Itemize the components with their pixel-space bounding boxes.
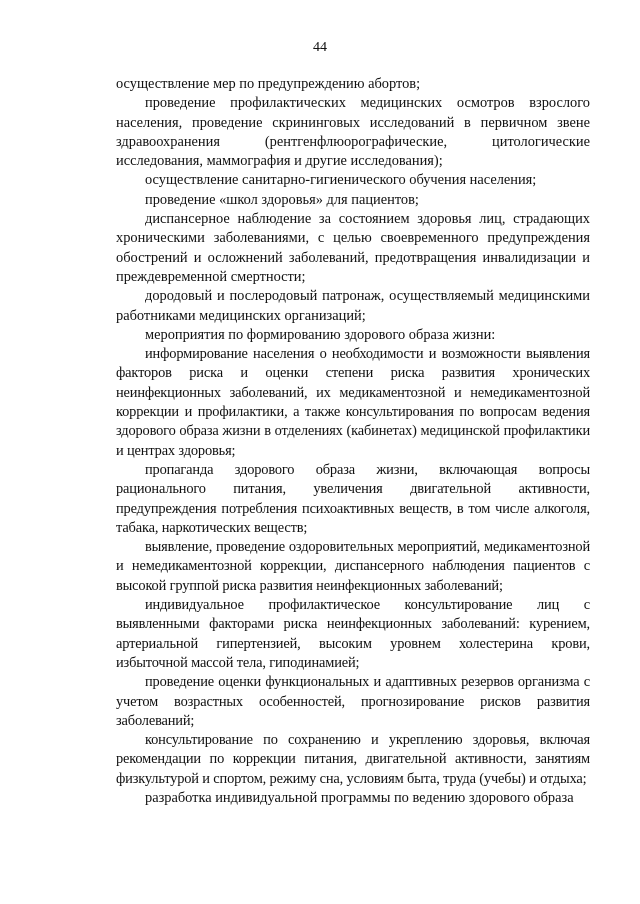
paragraph-individual-program: разработка индивидуальной программы по ведению здорового образа bbox=[145, 789, 574, 806]
paragraph-preventive-exams: проведение профилактических медицинских осмотров взрослого населения, проведение скрининговых исследований в первичном звене здравоохранения (рентгенфлюорографические, цитологические исследования, маммография и другие исследования); bbox=[116, 95, 590, 170]
paragraph-patronage: дородовый и послеродовый патронаж, осуществляемый медицинскими работниками медицинских организаций; bbox=[116, 288, 590, 324]
paragraph-dispensary-observation: диспансерное наблюдение за состоянием здоровья лиц, страдающих хроническими заболеваниями, с целью своевременного предупреждения обострений и осложнений заболеваний, предотвращения инвалидизации и преждевременной смертности; bbox=[116, 211, 590, 285]
paragraph-abortion-prevention: осуществление мер по предупреждению абортов; bbox=[116, 76, 421, 92]
paragraph-healthy-lifestyle-measures: мероприятия по формированию здорового образа жизни: bbox=[145, 326, 496, 343]
paragraph-health-consulting: консультирование по сохранению и укреплению здоровья, включая рекомендации по коррекции питания, двигательной активности, занятиям физкультурой и спортом, режиму сна, условиям быта, труда (учебы) и отдыха; bbox=[116, 732, 590, 787]
paragraph-functional-assessment: проведение оценки функциональных и адаптивных резервов организма с учетом возрастных особенностей, прогнозирование рисков развития заболеваний; bbox=[116, 674, 590, 729]
paragraph-informing-population: информирование населения о необходимости и возможности выявления факторов риска и оценки степени риска развития хронических неинфекционных заболеваний, их медикаментозной и немедикаментозной коррекции и профилактики, а также консультирования по вопросам ведения здорового образа жизни в отделениях (кабинетах) медицинской профилактики и центрах здоровья; bbox=[116, 346, 590, 459]
page-body bbox=[116, 75, 590, 808]
paragraph-lifestyle-propaganda: пропаганда здорового образа жизни, включающая вопросы рационального питания, увеличения двигательной активности, предупреждения потребления психоактивных веществ, в том числе алкоголя, табака, наркотических веществ; bbox=[116, 461, 590, 536]
paragraph-risk-detection: выявление, проведение оздоровительных мероприятий, медикаментозной и немедикаментозной коррекции, диспансерного наблюдения пациентов с высокой группой риска развития неинфекционных заболеваний; bbox=[116, 539, 590, 594]
paragraph-sanitary-education: осуществление санитарно-гигиенического обучения населения; bbox=[145, 172, 537, 189]
paragraph-health-schools: проведение «школ здоровья» для пациентов; bbox=[145, 191, 419, 208]
page-number: 44 bbox=[313, 40, 327, 55]
paragraph-individual-counseling: индивидуальное профилактическое консультирование лиц с выявленными факторами риска неинфекционных заболеваний: курением, артериальной гипертензией, высоким уровнем холестерина крови, избыточной массой тела, гиподинамией; bbox=[116, 597, 590, 671]
